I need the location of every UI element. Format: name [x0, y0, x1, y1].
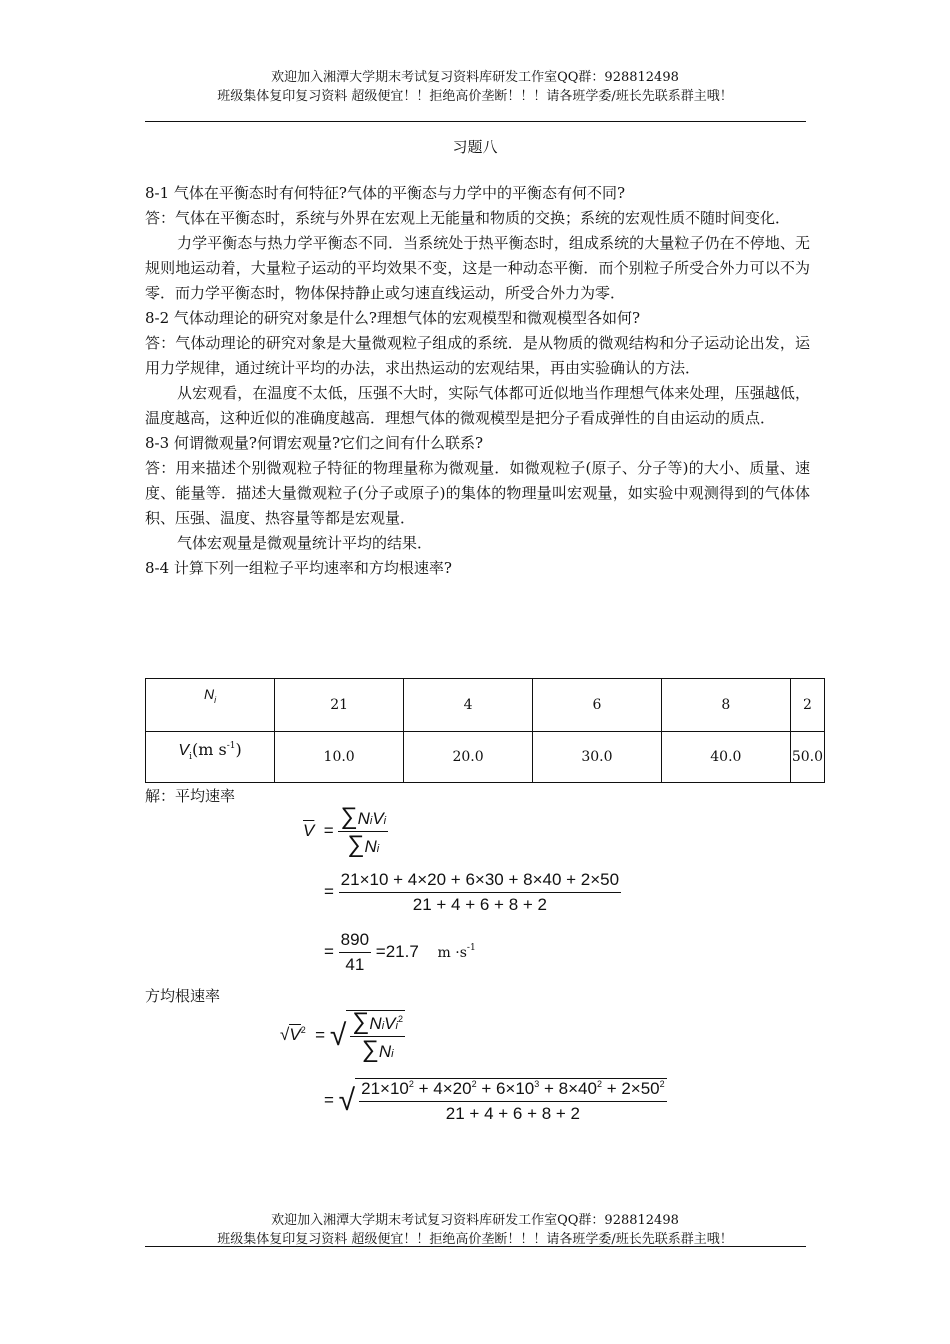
header-line-2: 班级集体复印复习资料 超级便宜！！拒绝高价垄断！！！请各班学委/班长先联系群主哦！ [217, 89, 733, 104]
avg-speed-formula: $\overline{V}$ = $\frac{\text{∑NiVi}}{\sum Ni}$ [303, 803, 387, 858]
header-rule [145, 121, 806, 122]
paragraph: 8-2 气体动理论的研究对象是什么?理想气体的宏观模型和微观模型各如何? [145, 309, 641, 327]
document-body [145, 181, 810, 581]
avg-speed-substitution: = $\frac{21\times 10 + 4\times 20 + 6\times 30 + 8\times 40 + 2\times 50}{21 + 4 + 6 + 8 + 2}$ [324, 870, 620, 914]
paragraph: 答：气体在平衡态时，系统与外界在宏观上无能量和物质的交换；系统的宏观性质不随时间变化． [145, 209, 791, 227]
table-row [146, 679, 825, 732]
paragraph: 8-4 计算下列一组粒子平均速率和方均根速率? [145, 559, 452, 577]
solution-intro: 解：平均速率 [145, 787, 236, 805]
rms-denominator: 21 + 4 + 6 + 8 + 2 [445, 1104, 581, 1123]
table-row [146, 732, 825, 783]
paragraph: 从宏观看，在温度不太低，压强不大时，实际气体都可近似地当作理想气体来处理，压强越低，温度越高，这种近似的准确度越高．理想气体的微观模型是把分子看成弹性的自由运动的质点． [145, 384, 810, 427]
avg-unit: m ·s [437, 944, 467, 961]
table-cell: 6 [532, 679, 661, 732]
page-header [0, 68, 950, 106]
row-label-n: $N_i$ [146, 679, 275, 732]
footer-line-2: 班级集体复印复习资料 超级便宜！！拒绝高价垄断！！！请各班学委/班长先联系群主哦！ [217, 1232, 733, 1247]
avg-denominator: 21 + 4 + 6 + 8 + 2 [412, 895, 547, 914]
footer-line-1: 欢迎加入湘潭大学期末考试复习资料库研发工作室QQ群：928812498 [271, 1213, 679, 1228]
table-cell: 40.0 [661, 732, 790, 783]
table-cell: 2 [790, 679, 824, 732]
avg-speed-symbol: $\overline{V}$ [303, 820, 315, 840]
paragraph: 8-1 气体在平衡态时有何特征?气体的平衡态与力学中的平衡态有何不同? [145, 184, 626, 202]
row-label-v: $V_i(m$ $s^{-1}$) [146, 732, 275, 783]
rms-label: 方均根速率 [145, 987, 221, 1005]
table-cell: 8 [661, 679, 790, 732]
page-footer [0, 1211, 950, 1249]
footer-rule [145, 1246, 806, 1247]
avg-numerator: 21×10 + 4×20 + 6×30 + 8×40 + 2×50 [339, 870, 621, 893]
paragraph: 气体宏观量是微观量统计平均的结果． [177, 534, 433, 552]
avg-result-numerator: 890 [339, 930, 371, 953]
paragraph: 答：用来描述个别微观粒子特征的物理量称为微观量．如微观粒子(原子、分子等)的大小、质量、速度、能量等．描述大量微观粒子(分子或原子)的集体的物理量叫宏观量，如实验中观测得到的气体体积、压强、温度、热容量等都是宏观量． [145, 459, 810, 527]
avg-result-value: =21.7 [375, 941, 419, 961]
paragraph: 答：气体动理论的研究对象是大量微观粒子组成的系统．是从物质的微观结构和分子运动论出发，运用力学规律，通过统计平均的办法，求出热运动的宏观结果，再由实验确认的方法． [145, 334, 810, 377]
header-line-1: 欢迎加入湘潭大学期末考试复习资料库研发工作室QQ群：928812498 [271, 70, 679, 85]
table-cell: 20.0 [404, 732, 533, 783]
avg-result-denominator: 41 [345, 955, 365, 974]
table-cell: 50.0 [790, 732, 824, 783]
table-cell: 21 [275, 679, 404, 732]
rms-speed-substitution: = √ $\frac{21\times 10^2 + 4\times 20^2 + 6\times 10^3 + 8\times 40^2 + 2\times 50^2}{21 + 4 + 6 + 8 + 2}$ [324, 1079, 665, 1123]
rms-speed-formula: $√V^2$ = √ $\frac{\sum NiVi^2}{\sum Ni}$ [280, 1008, 403, 1063]
paragraph: 力学平衡态与热力学平衡态不同．当系统处于热平衡态时，组成系统的大量粒子仍在不停地、无规则地运动着，大量粒子运动的平均效果不变，这是一种动态平衡．而个别粒子所受合外力可以不为零．而力学平衡态时，物体保持静止或匀速直线运动，所受合外力为零． [145, 234, 810, 302]
particle-data-table [145, 678, 825, 783]
table-cell: 4 [404, 679, 533, 732]
table-cell: 30.0 [532, 732, 661, 783]
page-title: 习题八 [452, 138, 498, 156]
paragraph: 8-3 何谓微观量?何谓宏观量?它们之间有什么联系? [145, 434, 484, 452]
avg-unit-sup: -1 [466, 942, 476, 953]
avg-speed-result: = $\frac{890}{41}$ =21.7 $m \cdot s^{-1}$ [324, 930, 476, 974]
table-cell: 10.0 [275, 732, 404, 783]
